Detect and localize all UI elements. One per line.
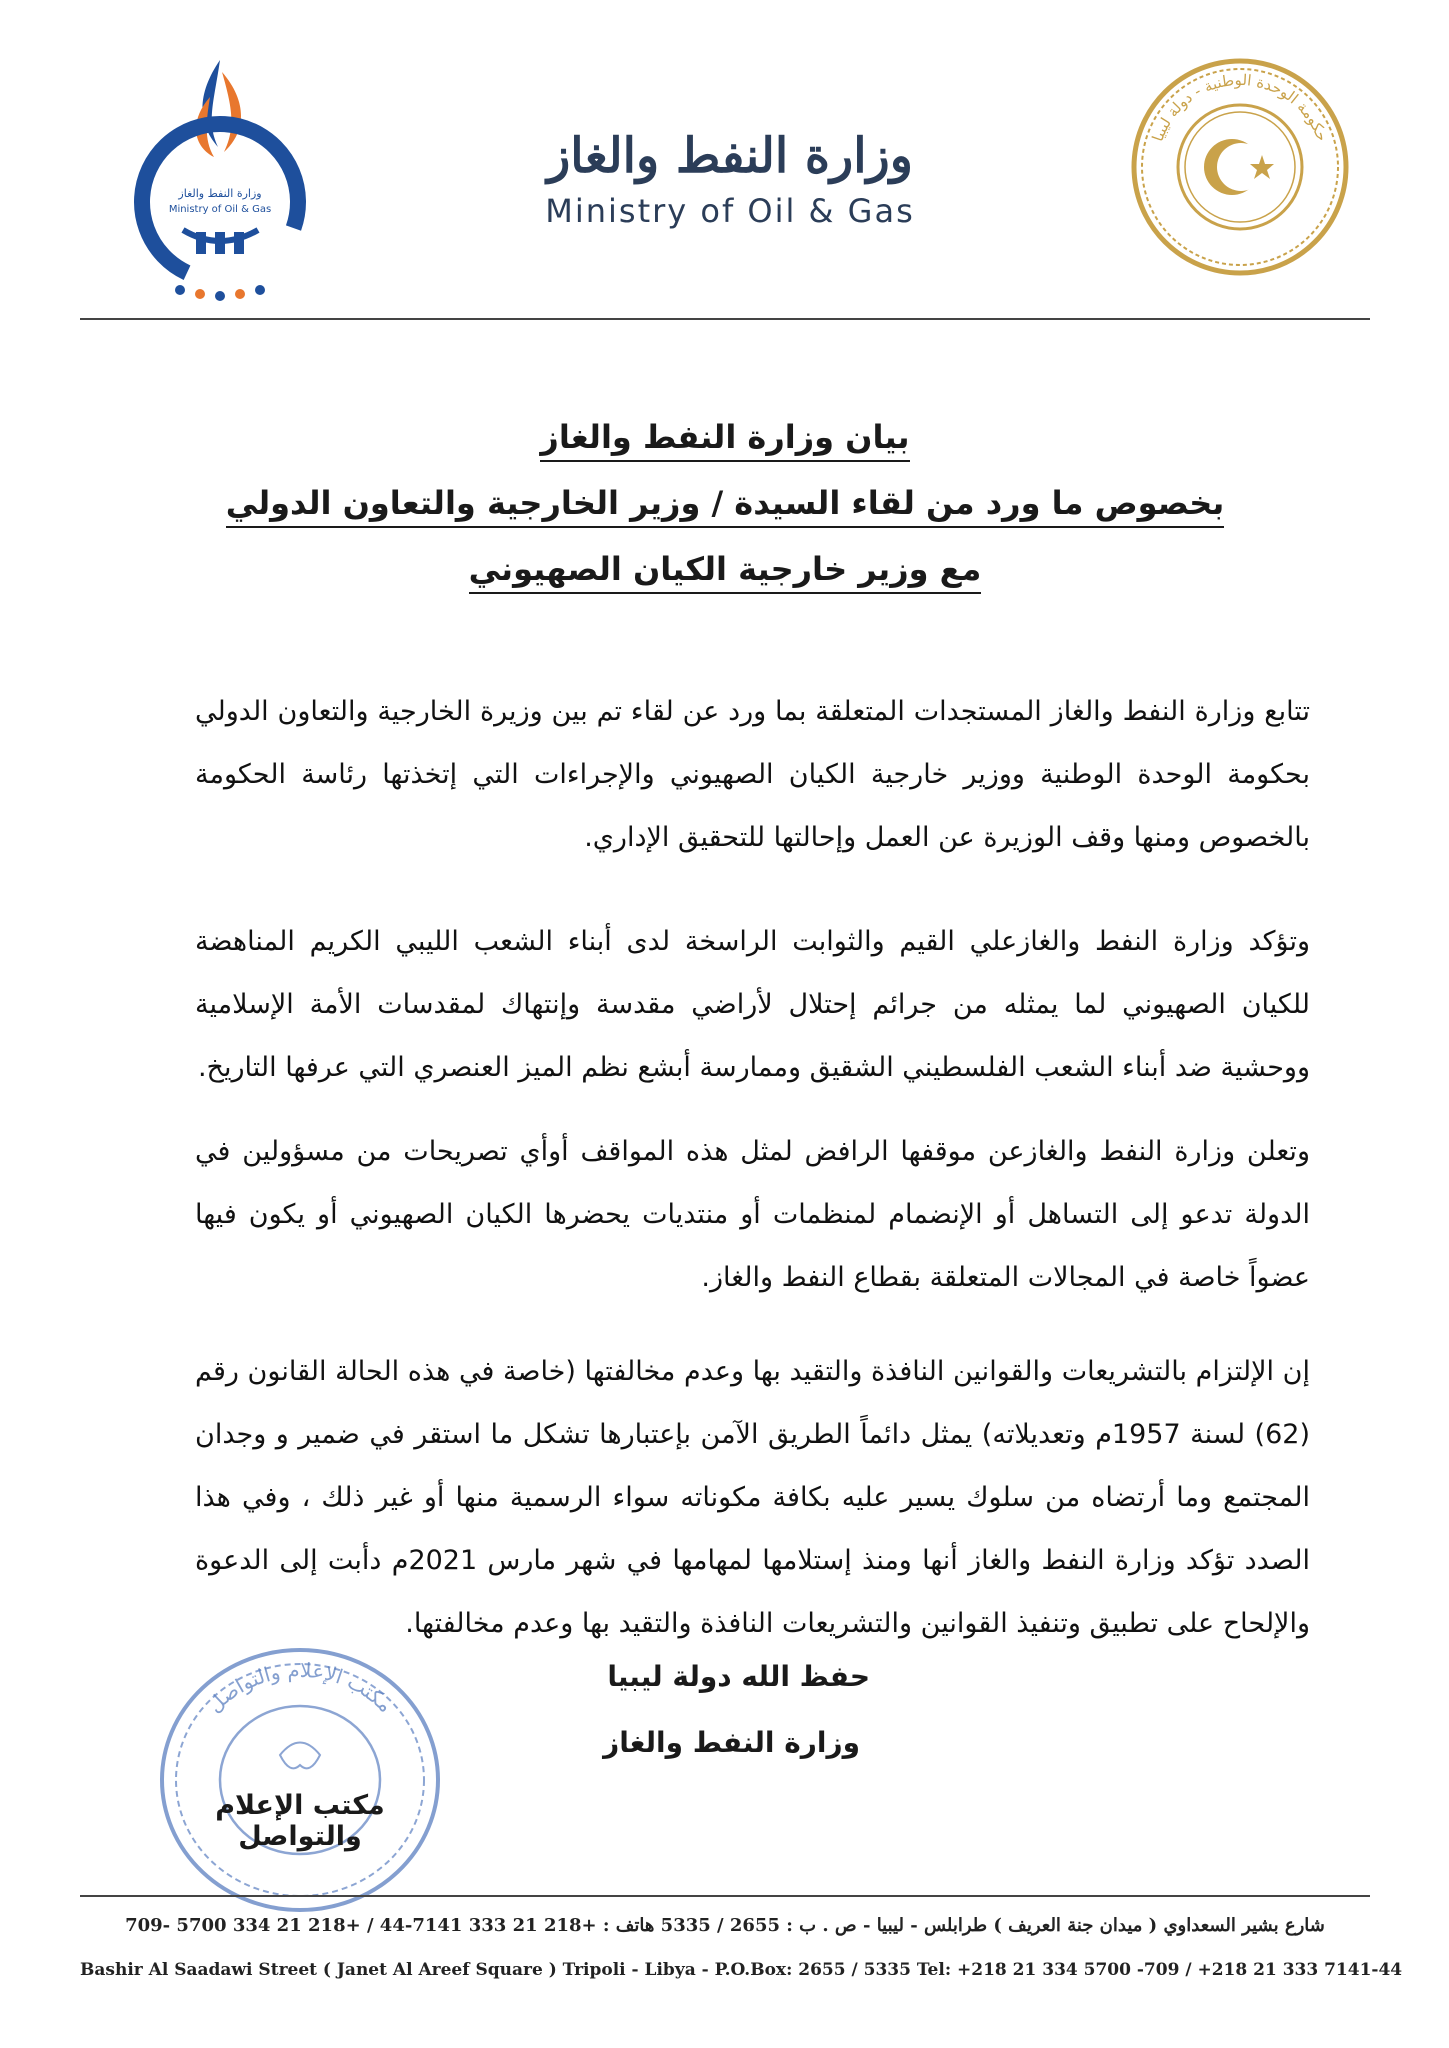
header-divider bbox=[80, 318, 1370, 320]
ministry-logo bbox=[118, 52, 323, 302]
gnu-seal-icon bbox=[1128, 55, 1353, 280]
body-paragraph-2: وتؤكد وزارة النفط والغازعلي القيم والثوابت الراسخة لدى أبناء الشعب الليبي الكريم المناهضة للكيان الصهيوني لما يمثله من جرائم إحتلال لأراضي مقدسة وإنتهاك لمقدسات الأمة الإسلامية ووحشية ضد أبناء الشعب الفلسطيني الشقيق وممارسة أبشع نظم الميز العنصري التي عرفها التاريخ. bbox=[195, 926, 1310, 1083]
statement-subtitle-1 bbox=[150, 484, 1300, 522]
statement-subtitle-2 bbox=[150, 550, 1300, 588]
footer-address-ar: شارع بشير السعداوي ( ميدان جنة العريف ) طرابلس - ليبيا - ص . ب : 2655 / 5335 هاتف : +218 21 333 7141-44 / +218 21 334 5700 -709 bbox=[125, 1915, 1325, 1936]
statement-subtitle-1-text: بخصوص ما ورد من لقاء السيدة / وزير الخارجية والتعاون الدولي bbox=[226, 484, 1225, 528]
logo-text-en: Ministry of Oil & Gas bbox=[168, 204, 272, 215]
body-paragraph-3: وتعلن وزارة النفط والغازعن موقفها الرافض لمثل هذه المواقف أوأي تصريحات من مسؤولين في الدولة تدعو إلى التساهل أو الإنضمام لمنظمات أو منتديات يحضرها الكيان الصهيوني أو يكون فيها عضواً خاصة في المجالات المتعلقة بقطاع النفط والغاز. bbox=[195, 1136, 1310, 1293]
statement-title-text: بيان وزارة النفط والغاز bbox=[540, 418, 909, 462]
ministry-oil-gas-logo-icon bbox=[118, 52, 323, 302]
body-paragraph-4: إن الإلتزام بالتشريعات والقوانين النافذة والتقيد بها وعدم مخالفتها (خاصة في هذه الحالة القانون رقم (62) لسنة 1957م وتعديلاته) يمثل دائماً الطريق الآمن بإعتبارها تشكل ما استقر في ضمير و وجدان المجتمع وما أرتضاه من سلوك يسير عليه بكافة مكوناته سواء الرسمية منها أو غير ذلك ، وفي هذا الصدد تؤكد وزارة النفط والغاز أنها ومنذ إستلامها لمهامها في شهر مارس 2021م دأبت إلى الدعوة والإلحاح على تطبيق وتنفيذ القوانين والتشريعات النافذة والتقيد بها وعدم مخالفتها. bbox=[195, 1356, 1310, 1639]
ministry-name-ar: وزارة النفط والغاز bbox=[547, 128, 913, 184]
logo-text-ar: وزارة النفط والغاز bbox=[178, 187, 262, 200]
government-seal bbox=[1128, 55, 1353, 280]
office-stamp-icon bbox=[150, 1635, 450, 1925]
statement-title bbox=[150, 418, 1300, 456]
office-stamp bbox=[150, 1635, 450, 1925]
stamp-text: مكتب الإعلام والتواصل bbox=[202, 1657, 398, 1718]
footer-address-en: Bashir Al Saadawi Street ( Janet Al Areef Square ) Tripoli - Libya - P.O.Box: 2655 / 5335 Tel: +218 21 334 5700 -709 / +218 21 333 7141-44 bbox=[80, 1960, 1403, 1980]
seal-text: حكومة الوحدة الوطنية - دولة ليبيا bbox=[1148, 70, 1332, 144]
closing-signatory: وزارة النفط والغاز bbox=[603, 1726, 860, 1759]
media-office-label: مكتب الإعلام والتواصل bbox=[215, 1790, 385, 1852]
footer-divider bbox=[80, 1895, 1370, 1897]
body-paragraph-1: تتابع وزارة النفط والغاز المستجدات المتعلقة بما ورد عن لقاء تم بين وزيرة الخارجية والتعاون الدولي بحكومة الوحدة الوطنية ووزير خارجية الكيان الصهيوني والإجراءات التي إتخذتها رئاسة الحكومة بالخصوص ومنها وقف الوزيرة عن العمل وإحالتها للتحقيق الإداري. bbox=[195, 696, 1310, 853]
statement-subtitle-2-text: مع وزير خارجية الكيان الصهيوني bbox=[469, 550, 982, 594]
closing-prayer: حفظ الله دولة ليبيا bbox=[607, 1660, 870, 1693]
ministry-name-en: Ministry of Oil & Gas bbox=[545, 192, 915, 230]
